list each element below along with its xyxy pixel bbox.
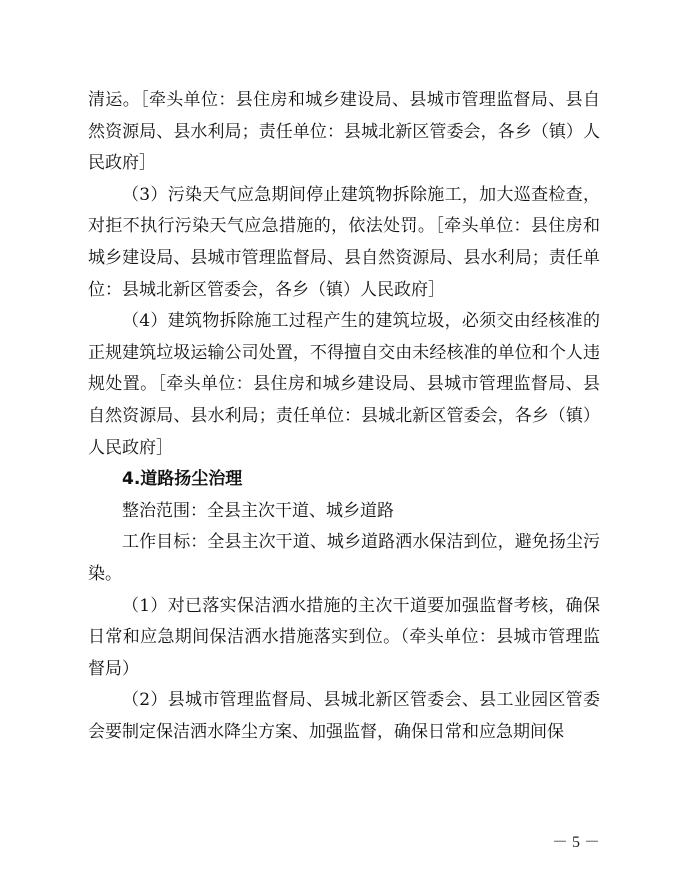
paragraph-item-3: （3）污染天气应急期间停止建筑物拆除施工，加大巡查检查，对拒不执行污染天气应急措施的，依法处罚。［牵头单位：县住房和城乡建设局、县城市管理监督局、县自然资源局、县水利局；责任单位：县城北新区管委会，各乡（镇）人民政府］ bbox=[88, 184, 600, 300]
scope-paragraph: 整治范围：全县主次干道、城乡道路 bbox=[122, 500, 394, 521]
goal-paragraph: 工作目标：全县主次干道、城乡道路洒水保洁到位，避免扬尘污染。 bbox=[88, 532, 600, 584]
paragraph-item-2: （2）县城市管理监督局、县城北新区管委会、县工业园区管委会要制定保洁洒水降尘方案、加强监督，确保日常和应急期间保 bbox=[88, 690, 600, 742]
page-number: － 5 － bbox=[551, 834, 600, 851]
paragraph-continuation: 清运。［牵头单位：县住房和城乡建设局、县城市管理监督局、县自然资源局、县水利局；责任单位：县城北新区管委会，各乡（镇）人民政府］ bbox=[88, 90, 600, 174]
paragraph-item-1: （1）对已落实保洁洒水措施的主次干道要加强监督考核，确保日常和应急期间保洁洒水措施落实到位。（牵头单位：县城市管理监督局） bbox=[88, 595, 600, 679]
section-heading: 4.道路扬尘治理 bbox=[122, 469, 243, 490]
document-body bbox=[88, 85, 600, 748]
paragraph-item-4: （4）建筑物拆除施工过程产生的建筑垃圾，必须交由经核准的正规建筑垃圾运输公司处置，不得擅自交由未经核准的单位和个人违规处置。［牵头单位：县住房和城乡建设局、县城市管理监督局、县自然资源局、县水利局；责任单位：县城北新区管委会，各乡（镇）人民政府］ bbox=[88, 311, 600, 458]
